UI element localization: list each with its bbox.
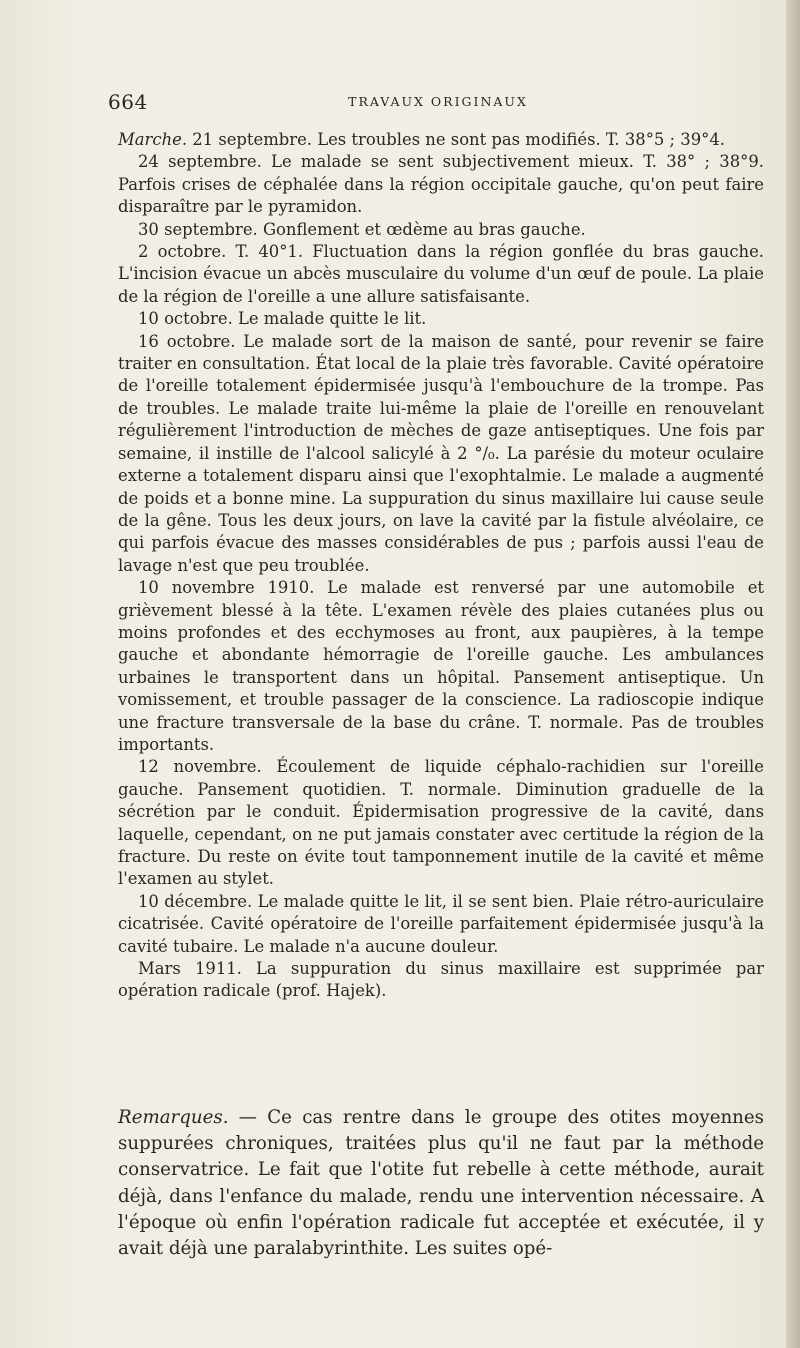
paragraph-text: 2 octobre. T. 40°1. Fluctuation dans la région gonflée du bras gauche. L'incision évacue un abcès musculaire du volume d'un œuf de poule. La plaie de la région de l'oreille a une allure satisfaisante. <box>118 242 764 306</box>
paragraph <box>118 241 764 308</box>
running-title: TRAVAUX ORIGINAUX <box>348 94 528 109</box>
page-gutter-shadow <box>786 0 800 1348</box>
paragraph <box>118 891 764 958</box>
remarks-paragraph <box>118 1105 764 1262</box>
paragraph <box>118 331 764 577</box>
remarks-lead: Remarques. <box>118 1107 229 1128</box>
remarks-text: — Ce cas rentre dans le groupe des otites moyennes suppurées chroniques, traitées plus qu'il ne faut par la méthode conservatrice. Le fait que l'otite fut rebelle à cette méthode, aurait déjà, dans l'enfance du malade, rendu une intervention nécessaire. A l'époque où enfin l'opération radicale fut acceptée et exécutée, il y avait déjà une paralabyrinthite. Les suites opé- <box>118 1107 764 1260</box>
paragraph-text: 10 décembre. Le malade quitte le lit, il se sent bien. Plaie rétro-auriculaire cicatrisée. Cavité opératoire de l'oreille parfaitement épidermisée jusqu'à la cavité tubaire. Le malade n'a aucune douleur. <box>118 891 764 956</box>
paragraph <box>118 577 764 756</box>
paragraph-text: 12 novembre. Écoulement de liquide céphalo-rachidien sur l'oreille gauche. Pansement quotidien. T. normale. Diminution graduelle de la sécrétion par le conduit. Épidermisation progressive de la cavité, dans laquelle, cependant, on ne put jamais constater avec certitude la région de la fracture. Du reste on évite tout tamponnement inutile de la cavité et même l'examen au stylet. <box>118 757 764 889</box>
paragraph <box>118 219 764 241</box>
paragraph-text: 16 octobre. Le malade sort de la maison de santé, pour revenir se faire traiter en consultation. État local de la plaie très favorable. Cavité opératoire de l'oreille totalement épidermisée jusqu'à l'embouchure de la trompe. Pas de troubles. Le malade traite lui-même la plaie de l'oreille en renouvelant régulièrement l'introduction de mèches de gaze antiseptiques. Une fois par semaine, il instille de l'alcool salicylé à 2 °/₀. La parésie du moteur oculaire externe a totalement disparu ainsi que l'exophtalmie. Le malade a augmenté de poids et a bonne mine. La suppuration du sinus maxillaire lui cause seule de la gêne. Tous les deux jours, on lave la cavité par la fistule alvéolaire, ce qui parfois évacue des masses considérables de pus ; parfois aussi l'eau de lavage n'est que peu troublée. <box>118 331 764 575</box>
page-header <box>108 90 768 120</box>
paragraph-text: Mars 1911. La suppuration du sinus maxillaire est supprimée par opération radicale (prof. Hajek). <box>118 959 764 1001</box>
paragraph <box>118 756 764 890</box>
paragraph-text: 24 septembre. Le malade se sent subjectivement mieux. T. 38° ; 38°9. Parfois crises de céphalée dans la région occipitale gauche, qu'on peut faire disparaître par le pyramidon. <box>118 152 764 217</box>
paragraph <box>118 151 764 218</box>
paragraph-text: 21 septembre. Les troubles ne sont pas modifiés. T. 38°5 ; 39°4. <box>187 130 725 149</box>
paragraph <box>118 129 764 151</box>
paragraph-text: 10 novembre 1910. Le malade est renversé par une automobile et grièvement blessé à la tête. L'examen révèle des plaies cutanées plus ou moins profondes et des ecchymoses au front, aux paupières, à la tempe gauche et abondante hémorragie de l'oreille gauche. Les ambulances urbaines le transportent dans un hôpital. Pansement antiseptique. Un vomissement, et trouble passager de la conscience. La radioscopie indique une fracture transversale de la base du crâne. T. normale. Pas de troubles importants. <box>118 578 764 754</box>
paragraph-text: 10 octobre. Le malade quitte le lit. <box>138 309 427 329</box>
paragraph <box>118 958 764 1003</box>
paragraph <box>118 308 764 330</box>
page-number: 664 <box>108 90 148 114</box>
paragraph-text: 30 septembre. Gonflement et œdème au bras gauche. <box>138 219 586 239</box>
paragraph-lead: Marche. <box>118 130 188 149</box>
body-text <box>118 129 764 1003</box>
remarks-section <box>118 1105 764 1262</box>
